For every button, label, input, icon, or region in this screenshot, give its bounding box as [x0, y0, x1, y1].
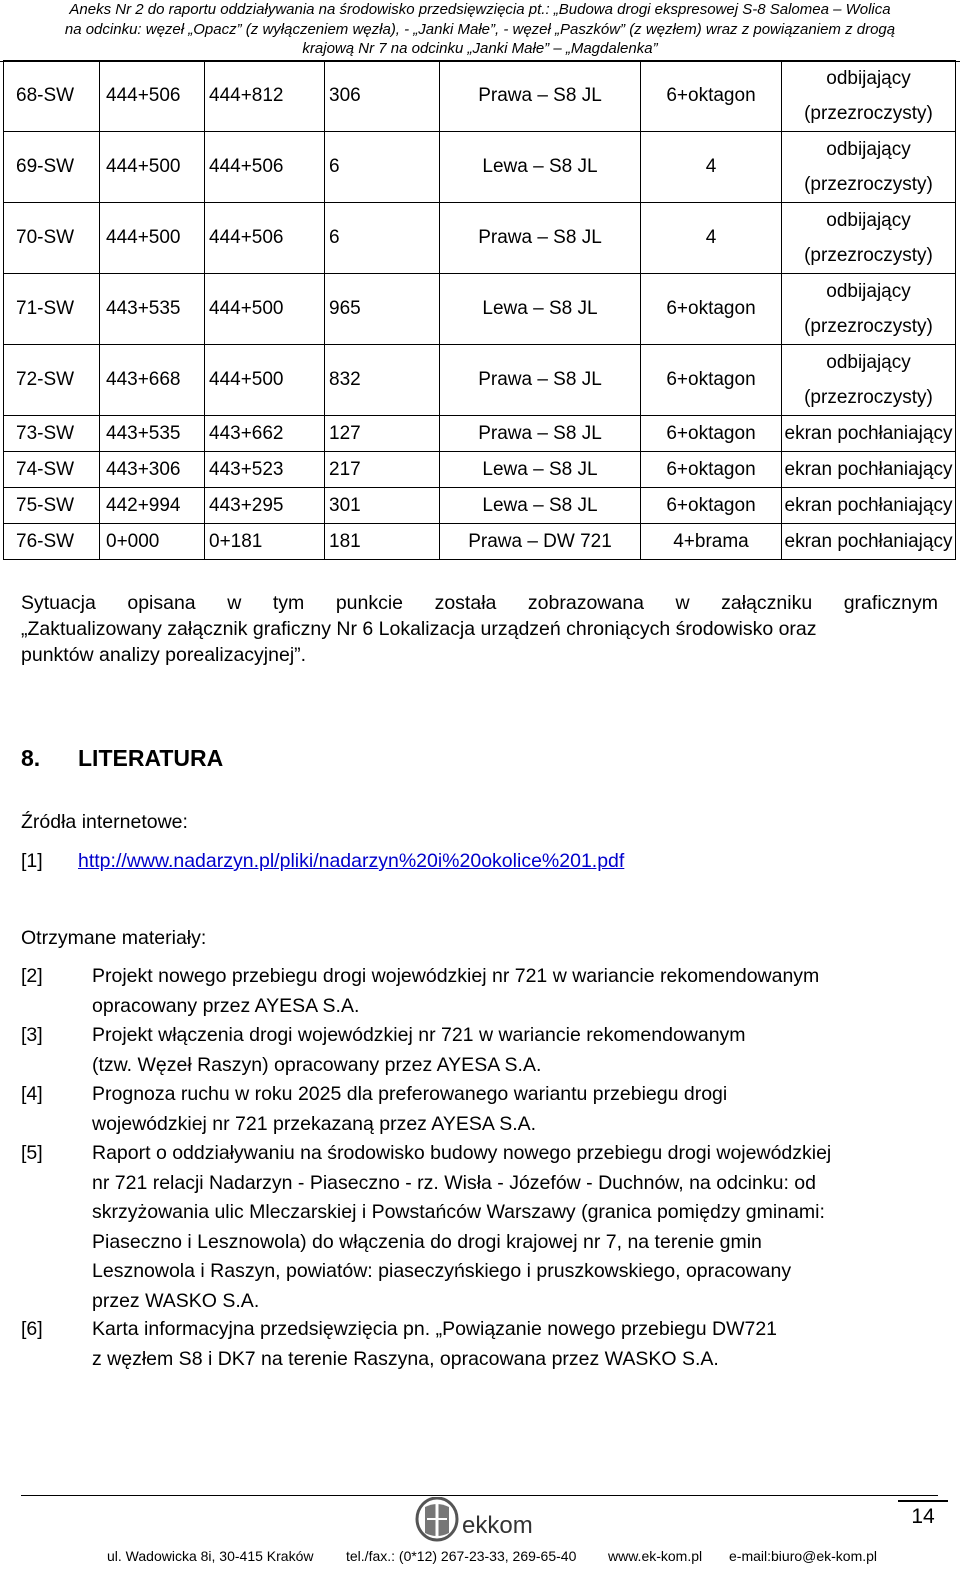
- reference-number: [2]: [21, 965, 43, 987]
- footer-rule: [21, 1495, 938, 1496]
- reference-number: [1]: [21, 850, 43, 872]
- section-title: LITERATURA: [78, 745, 224, 771]
- table-row: [4, 452, 956, 488]
- reference-number: [6]: [21, 1318, 43, 1340]
- description-paragraph: [21, 590, 938, 668]
- km-end-cell: 444+506: [205, 132, 325, 203]
- paragraph-line-1: Sytuacja opisana w tym punkcie została zobrazowana w załączniku graficznym: [21, 592, 938, 614]
- km-end-cell: 444+506: [205, 203, 325, 274]
- km-end-cell: 443+523: [205, 452, 325, 488]
- barrier-type: ekran pochłaniający: [784, 423, 953, 444]
- height-cell: 6+oktagon: [641, 452, 782, 488]
- barrier-type-note: (przezroczysty): [804, 174, 933, 195]
- materials-heading: Otrzymane materiały:: [21, 927, 207, 949]
- barrier-type-note: (przezroczysty): [804, 245, 933, 266]
- km-start-cell: 443+668: [100, 345, 205, 416]
- barrier-type-note: (przezroczysty): [804, 316, 933, 337]
- barrier-type: odbijający: [826, 281, 911, 302]
- height-cell: 6+oktagon: [641, 61, 782, 132]
- km-end-cell: 444+500: [205, 345, 325, 416]
- reference-item: [21, 1139, 941, 1316]
- length-cell: 301: [325, 488, 440, 524]
- reference-line: Projekt włączenia drogi wojewódzkiej nr 721 w wariancie rekomendowanym: [92, 1024, 746, 1046]
- reference-number: [3]: [21, 1024, 43, 1046]
- footer-phone: tel./fax.: (0*12) 267-23-33, 269-65-40: [346, 1548, 577, 1564]
- length-cell: 965: [325, 274, 440, 345]
- paragraph-line-2: „Zaktualizowany załącznik graficzny Nr 6 Lokalizacja urządzeń chroniących środowisko oraz: [21, 618, 817, 640]
- reference-line: przez WASKO S.A.: [92, 1289, 260, 1312]
- reference-line: Lesznowola i Raszyn, powiatów: piaseczyńskiego i pruszkowskiego, opracowany: [92, 1260, 792, 1282]
- section-heading: [21, 745, 223, 772]
- km-start-cell: 442+994: [100, 488, 205, 524]
- header-line-2: na odcinku: węzeł „Opacz” (z wyłączeniem węzła), - „Janki Małe”, - węzeł „Paszków” (z węzłem) wraz z powiązaniem z drogą: [64, 20, 896, 38]
- length-cell: 6: [325, 132, 440, 203]
- internet-sources-heading: Źródła internetowe:: [21, 811, 188, 833]
- barrier-type-cell: [782, 524, 956, 560]
- table-row: [4, 61, 956, 132]
- barrier-type-cell: [782, 274, 956, 345]
- height-cell: 4: [641, 132, 782, 203]
- table-row: [4, 488, 956, 524]
- road-side-cell: Prawa – S8 JL: [440, 61, 641, 132]
- barrier-type: ekran pochłaniający: [784, 531, 953, 552]
- reference-line: wojewódzkiej nr 721 przekazaną przez AYESA S.A.: [92, 1112, 537, 1135]
- reference-item: [21, 962, 941, 1021]
- footer-address: ul. Wadowicka 8i, 30-415 Kraków: [107, 1548, 314, 1564]
- reference-link[interactable]: http://www.nadarzyn.pl/pliki/nadarzyn%20i%20okolice%201.pdf: [78, 850, 625, 872]
- reference-line: skrzyżowania ulic Mleczarskiej i Powstańców Warszawy (granica pomiędzy gminami:: [92, 1201, 825, 1223]
- barrier-id-cell: 70-SW: [4, 203, 100, 274]
- barrier-type-cell: [782, 345, 956, 416]
- road-side-cell: Prawa – DW 721: [440, 524, 641, 560]
- length-cell: 127: [325, 416, 440, 452]
- header-line-1: Aneks Nr 2 do raportu oddziaływania na środowisko przedsięwzięcia pt.: „Budowa drogi ekspresowej S-8 Salomea – Wolica: [69, 1, 891, 18]
- table-row: [4, 345, 956, 416]
- reference-line: Karta informacyjna przedsięwzięcia pn. „Powiązanie nowego przebiegu DW721: [92, 1318, 778, 1340]
- km-end-cell: 444+500: [205, 274, 325, 345]
- length-cell: 217: [325, 452, 440, 488]
- barrier-type-cell: [782, 488, 956, 524]
- reference-text: [92, 1139, 941, 1316]
- table-row: [4, 132, 956, 203]
- reference-line: Projekt nowego przebiegu drogi wojewódzkiej nr 721 w wariancie rekomendowanym: [92, 965, 820, 987]
- barrier-type-cell: [782, 61, 956, 132]
- barrier-type-note: (przezroczysty): [804, 387, 933, 408]
- logo-text: ekkom: [462, 1512, 533, 1539]
- road-side-cell: Lewa – S8 JL: [440, 132, 641, 203]
- road-side-cell: Lewa – S8 JL: [440, 452, 641, 488]
- footer-email[interactable]: e-mail:biuro@ek-kom.pl: [729, 1548, 878, 1564]
- paragraph-line-3: punktów analizy porealizacyjnej”.: [21, 644, 307, 666]
- table-row: [4, 524, 956, 560]
- length-cell: 6: [325, 203, 440, 274]
- section-number: 8.: [21, 745, 41, 771]
- road-side-cell: Lewa – S8 JL: [440, 274, 641, 345]
- km-start-cell: 444+506: [100, 61, 205, 132]
- barrier-id-cell: 69-SW: [4, 132, 100, 203]
- footer-web[interactable]: www.ek-kom.pl: [608, 1548, 703, 1564]
- barrier-type: ekran pochłaniający: [784, 459, 953, 480]
- reference-line: opracowany przez AYESA S.A.: [92, 994, 360, 1017]
- reference-number: [4]: [21, 1083, 43, 1105]
- reference-1: [21, 847, 941, 877]
- km-start-cell: 444+500: [100, 132, 205, 203]
- barrier-type-cell: [782, 132, 956, 203]
- barrier-id-cell: 72-SW: [4, 345, 100, 416]
- reference-number: [5]: [21, 1142, 43, 1164]
- road-side-cell: Prawa – S8 JL: [440, 203, 641, 274]
- km-end-cell: 443+295: [205, 488, 325, 524]
- road-side-cell: Prawa – S8 JL: [440, 416, 641, 452]
- height-cell: 6+oktagon: [641, 274, 782, 345]
- reference-text: [92, 1021, 941, 1080]
- barrier-id-cell: 76-SW: [4, 524, 100, 560]
- height-cell: 6+oktagon: [641, 416, 782, 452]
- reference-item: [21, 1021, 941, 1080]
- length-cell: 832: [325, 345, 440, 416]
- barrier-type-cell: [782, 452, 956, 488]
- table-row: [4, 416, 956, 452]
- barrier-type-note: (przezroczysty): [804, 103, 933, 124]
- km-start-cell: 443+535: [100, 416, 205, 452]
- road-side-cell: Prawa – S8 JL: [440, 345, 641, 416]
- barrier-type-cell: [782, 416, 956, 452]
- table-row: [4, 274, 956, 345]
- reference-line: Prognoza ruchu w roku 2025 dla preferowanego wariantu przebiegu drogi: [92, 1083, 728, 1105]
- km-start-cell: 0+000: [100, 524, 205, 560]
- reference-line: Piaseczno i Lesznowola) do włączenia do drogi krajowej nr 7, na terenie gmin: [92, 1230, 762, 1253]
- height-cell: 4: [641, 203, 782, 274]
- height-cell: 4+brama: [641, 524, 782, 560]
- km-end-cell: 443+662: [205, 416, 325, 452]
- reference-line: Raport o oddziaływaniu na środowisko budowy nowego przebiegu drogi wojewódzkiej: [92, 1142, 832, 1164]
- noise-barrier-table: [3, 60, 956, 560]
- header-line-3: krajową Nr 7 na odcinku „Janki Małe” – „Magdalenka”: [302, 40, 658, 57]
- barrier-id-cell: 74-SW: [4, 452, 100, 488]
- reference-text: [92, 1315, 941, 1374]
- length-cell: 181: [325, 524, 440, 560]
- km-end-cell: 444+812: [205, 61, 325, 132]
- barrier-type: odbijający: [826, 139, 911, 160]
- reference-item: [21, 1315, 941, 1374]
- barrier-type: odbijający: [826, 68, 911, 89]
- reference-text: [92, 962, 941, 1021]
- barrier-id-cell: 73-SW: [4, 416, 100, 452]
- km-end-cell: 0+181: [205, 524, 325, 560]
- reference-item: [21, 1080, 941, 1139]
- road-side-cell: Lewa – S8 JL: [440, 488, 641, 524]
- page-number: 14: [898, 1500, 948, 1529]
- height-cell: 6+oktagon: [641, 345, 782, 416]
- reference-text: [92, 1080, 941, 1139]
- page-header: [0, 0, 960, 59]
- km-start-cell: 443+306: [100, 452, 205, 488]
- barrier-type-cell: [782, 203, 956, 274]
- height-cell: 6+oktagon: [641, 488, 782, 524]
- barrier-id-cell: 68-SW: [4, 61, 100, 132]
- barrier-type: odbijający: [826, 210, 911, 231]
- barrier-type: odbijający: [826, 352, 911, 373]
- barrier-id-cell: 75-SW: [4, 488, 100, 524]
- length-cell: 306: [325, 61, 440, 132]
- km-start-cell: 444+500: [100, 203, 205, 274]
- reference-line: z węzłem S8 i DK7 na terenie Raszyna, opracowana przez WASKO S.A.: [92, 1347, 719, 1370]
- barrier-id-cell: 71-SW: [4, 274, 100, 345]
- km-start-cell: 443+535: [100, 274, 205, 345]
- table-row: [4, 203, 956, 274]
- barrier-type: ekran pochłaniający: [784, 495, 953, 516]
- reference-line: nr 721 relacji Nadarzyn - Piaseczno - rz. Wisła - Józefów - Duchnów, na odcinku: od: [92, 1171, 816, 1194]
- reference-line: (tzw. Węzeł Raszyn) opracowany przez AYESA S.A.: [92, 1053, 542, 1076]
